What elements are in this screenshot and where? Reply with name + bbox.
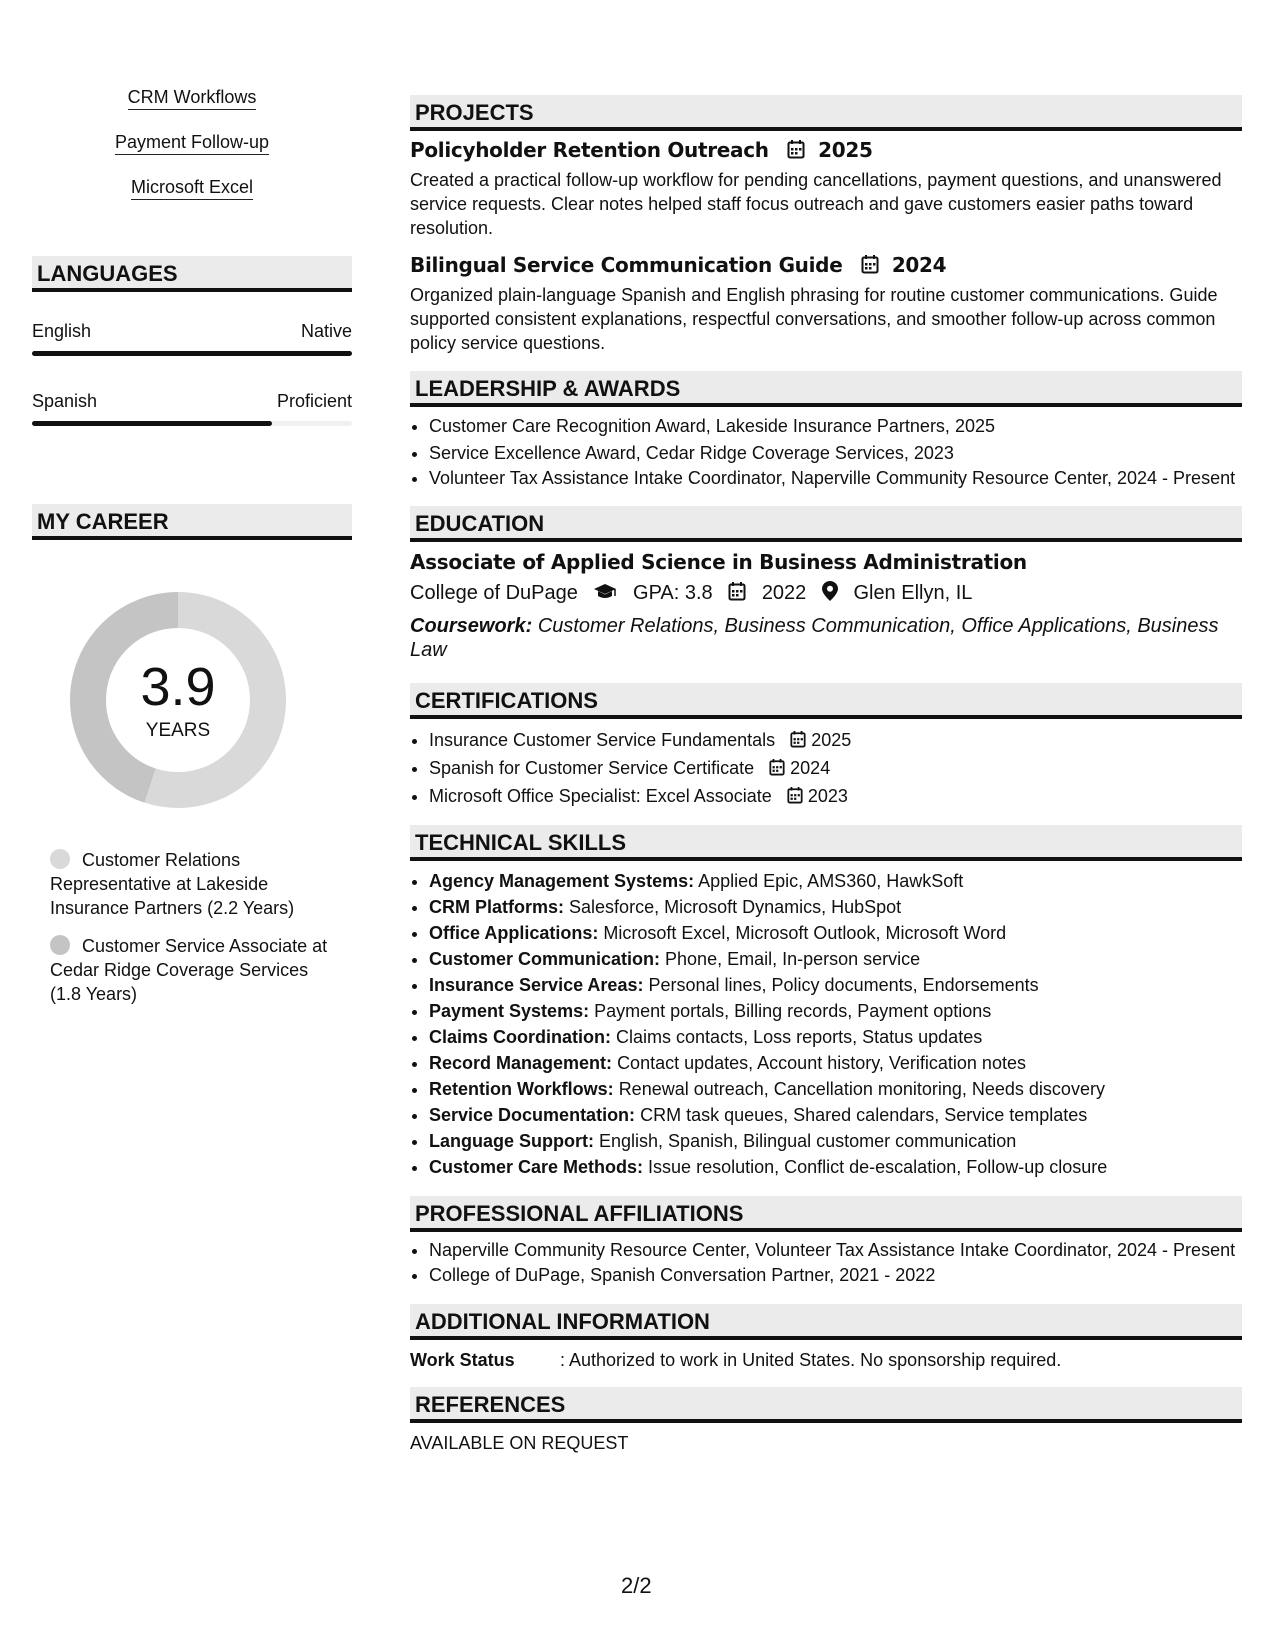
certification-year: 2024 — [790, 758, 831, 778]
skill-label: Office Applications: — [429, 923, 599, 943]
list-item — [429, 1102, 1242, 1128]
language-proficiency-bar — [32, 351, 352, 356]
language-proficiency-fill — [32, 421, 272, 426]
project-item — [410, 252, 1242, 355]
calendar-icon — [790, 729, 806, 755]
education-item — [410, 549, 1242, 662]
coursework-list: Customer Relations, Business Communication, Office Applications, Business Law — [410, 615, 1219, 661]
skill-tag: CRM Workflows — [128, 86, 257, 110]
work-status-row — [410, 1348, 1242, 1372]
skill-label: Language Support: — [429, 1131, 594, 1151]
skill-value: English, Spanish, Bilingual customer communication — [599, 1131, 1017, 1151]
legend-dot — [50, 849, 70, 869]
list-item — [429, 727, 1242, 755]
list-item — [429, 783, 1242, 811]
list-item — [429, 1128, 1242, 1154]
list-item — [429, 920, 1242, 946]
skill-value: Microsoft Excel, Microsoft Outlook, Microsoft Word — [603, 923, 1007, 943]
list-item — [429, 894, 1242, 920]
skill-value: Issue resolution, Conflict de-escalation, Follow-up closure — [648, 1157, 1108, 1177]
work-status-label: Work Status — [410, 1350, 515, 1370]
location-pin-icon — [822, 581, 838, 608]
career-legend-label: Customer Service Associate at Cedar Ridge Coverage Services (1.8 Years) — [50, 936, 328, 1004]
leadership-heading: LEADERSHIP & AWARDS — [410, 371, 1242, 407]
skill-label: Service Documentation: — [429, 1105, 636, 1125]
projects-heading: PROJECTS — [410, 95, 1242, 131]
language-proficiency-fill — [32, 351, 352, 356]
certification-name: Spanish for Customer Service Certificate — [429, 758, 755, 778]
language-item-english — [32, 320, 352, 356]
legend-dot — [50, 935, 70, 955]
project-description: Created a practical follow-up workflow for pending cancellations, payment questions, and unanswered service requests. Clear notes helped staff focus outreach and gave customers easier paths toward resolution. — [410, 170, 1222, 238]
technical-skills-heading: TECHNICAL SKILLS — [410, 825, 1242, 861]
list-item — [429, 1024, 1242, 1050]
list-item — [429, 1050, 1242, 1076]
list-item — [429, 868, 1242, 894]
list-item: • Volunteer Tax Assistance Intake Coordinator, Naperville Community Resource Center, 2024 - Present — [429, 467, 1242, 490]
certification-name: Microsoft Office Specialist: Excel Associate — [429, 786, 772, 806]
skill-value: Contact updates, Account history, Verification notes — [617, 1053, 1026, 1073]
references-text: AVAILABLE ON REQUEST — [410, 1433, 629, 1453]
list-item — [429, 1076, 1242, 1102]
calendar-icon — [787, 785, 803, 811]
technical-skills-list — [410, 868, 1242, 1180]
languages-section — [32, 256, 352, 292]
calendar-icon — [861, 254, 879, 280]
languages-heading: LANGUAGES — [32, 256, 352, 292]
career-donut-chart — [66, 588, 290, 812]
gpa: GPA: 3.8 — [633, 582, 713, 604]
skill-value: Claims contacts, Loss reports, Status updates — [616, 1027, 983, 1047]
school-location: Glen Ellyn, IL — [853, 582, 973, 604]
references-heading: REFERENCES — [410, 1387, 1242, 1423]
affiliations-heading: PROFESSIONAL AFFILIATIONS — [410, 1196, 1242, 1232]
skill-value: Personal lines, Policy documents, Endorsements — [648, 975, 1039, 995]
graduation-year: 2022 — [761, 582, 807, 604]
skill-label: Customer Communication: — [429, 949, 661, 969]
education-heading: EDUCATION — [410, 506, 1242, 542]
list-item — [429, 1154, 1242, 1180]
language-level: Native — [300, 321, 352, 341]
list-item — [429, 998, 1242, 1024]
calendar-icon — [728, 581, 746, 608]
skill-value: CRM task queues, Shared calendars, Service templates — [640, 1105, 1088, 1125]
language-level: Proficient — [276, 391, 352, 411]
additional-info-heading: ADDITIONAL INFORMATION — [410, 1304, 1242, 1340]
education-details — [410, 580, 1242, 608]
language-name: English — [32, 321, 92, 341]
skill-value: Salesforce, Microsoft Dynamics, HubSpot — [569, 897, 902, 917]
project-title: Bilingual Service Communication Guide — [410, 253, 843, 277]
school-name: College of DuPage — [410, 582, 578, 604]
skill-value: Renewal outreach, Cancellation monitoring, Needs discovery — [618, 1079, 1105, 1099]
page-number: 2/2 — [621, 1573, 652, 1598]
certifications-list — [410, 727, 1242, 811]
skill-label: Customer Care Methods: — [429, 1157, 644, 1177]
degree-title: Associate of Applied Science in Business Administration — [410, 550, 1027, 574]
skill-label: Record Management: — [429, 1053, 613, 1073]
calendar-icon — [769, 757, 785, 783]
skill-label: Payment Systems: — [429, 1001, 590, 1021]
list-item: • College of DuPage, Spanish Conversation Partner, 2021 - 2022 — [429, 1262, 1242, 1289]
project-title: Policyholder Retention Outreach — [410, 138, 769, 162]
list-item — [429, 755, 1242, 783]
project-description: Organized plain-language Spanish and English phrasing for routine customer communications. Guide supported consistent explanations, respectful conversations, and smoother follow-up across common policy service questions. — [410, 285, 1218, 353]
certification-year: 2025 — [811, 730, 852, 750]
skill-tags — [32, 86, 352, 221]
skill-label: Claims Coordination: — [429, 1027, 612, 1047]
calendar-icon — [787, 139, 805, 165]
certification-name: Insurance Customer Service Fundamentals — [429, 730, 776, 750]
coursework — [410, 614, 1242, 662]
career-heading: MY CAREER — [32, 504, 352, 540]
language-name: Spanish — [32, 391, 98, 411]
career-legend-label: Customer Relations Representative at Lakeside Insurance Partners (2.2 Years) — [50, 850, 295, 918]
career-total-value: 3.9 — [140, 657, 216, 717]
skill-value: Phone, Email, In-person service — [665, 949, 921, 969]
list-item — [429, 946, 1242, 972]
certification-year: 2023 — [807, 786, 848, 806]
skill-label: Insurance Service Areas: — [429, 975, 644, 995]
certifications-heading: CERTIFICATIONS — [410, 683, 1242, 719]
project-year: 2025 — [818, 138, 873, 162]
main-content — [410, 95, 1242, 1455]
career-legend-item — [50, 848, 340, 920]
project-year: 2024 — [891, 253, 947, 277]
leadership-list — [410, 413, 1242, 490]
language-item-spanish — [32, 390, 352, 426]
work-status-value: : Authorized to work in United States. No sponsorship required. — [560, 1350, 1062, 1370]
skill-label: Retention Workflows: — [429, 1079, 614, 1099]
list-item: • Naperville Community Resource Center, Volunteer Tax Assistance Intake Coordinator, 2024 - Present — [429, 1239, 1242, 1262]
skill-value: Payment portals, Billing records, Payment options — [594, 1001, 992, 1021]
skill-tag: Payment Follow-up — [115, 131, 269, 155]
language-proficiency-bar — [32, 421, 352, 426]
graduation-cap-icon — [593, 582, 617, 608]
career-total-unit: YEARS — [145, 720, 211, 741]
project-item — [410, 137, 1242, 240]
skill-label: Agency Management Systems: — [429, 871, 695, 891]
list-item: • Customer Care Recognition Award, Lakeside Insurance Partners, 2025 — [429, 413, 1242, 440]
career-section — [32, 504, 352, 540]
affiliations-list — [410, 1239, 1242, 1289]
career-legend-item — [50, 934, 340, 1006]
list-item — [429, 972, 1242, 998]
skill-label: CRM Platforms: — [429, 897, 565, 917]
list-item: • Service Excellence Award, Cedar Ridge Coverage Services, 2023 — [429, 440, 1242, 467]
skill-tag: Microsoft Excel — [131, 176, 253, 200]
skill-value: Applied Epic, AMS360, HawkSoft — [698, 871, 964, 891]
coursework-label: Coursework: — [410, 615, 533, 637]
